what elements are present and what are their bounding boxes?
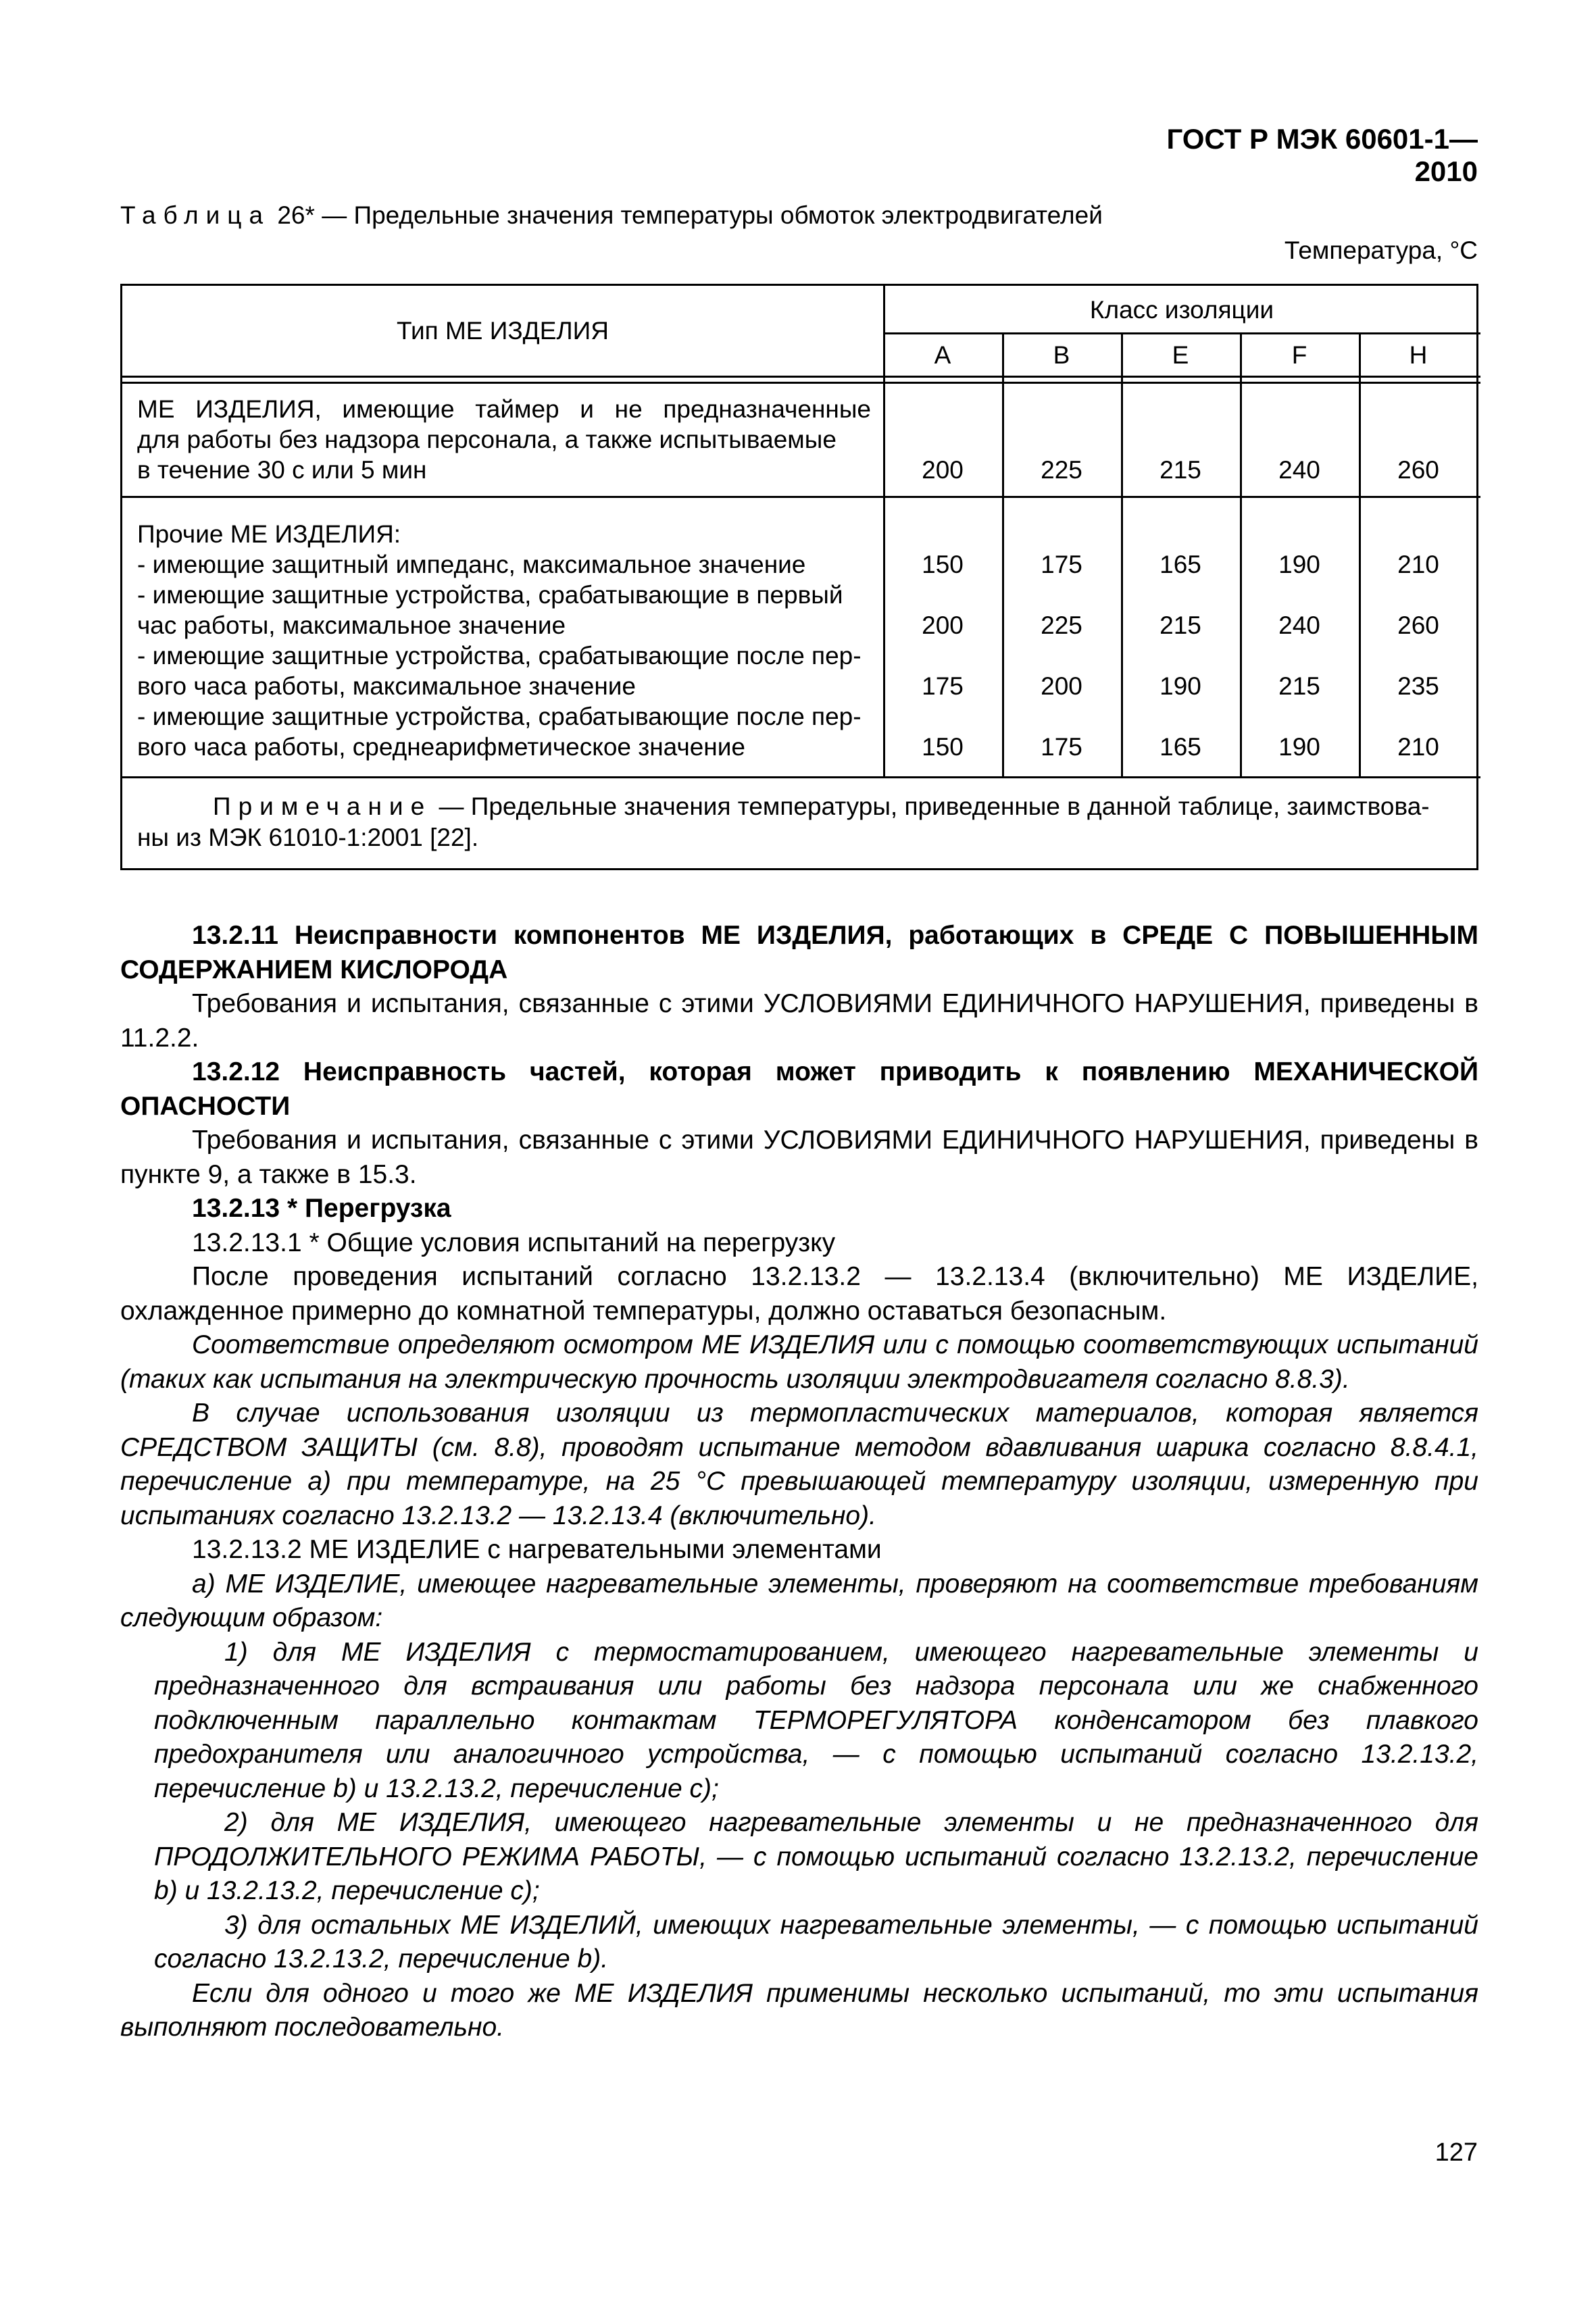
row2-line: - имеющие защитные устройства, срабатывающие после пер- xyxy=(137,703,862,730)
row1-line: в течение 30 с или 5 мин xyxy=(137,456,427,484)
row2-value: 165 xyxy=(1159,551,1201,578)
table-note xyxy=(137,791,1466,853)
limit-temperature-table xyxy=(120,284,1478,870)
body-text xyxy=(120,919,1478,2045)
row2-value: 200 xyxy=(1041,672,1082,700)
row2-line: - имеющие защитные устройства, срабатывающие после пер- xyxy=(137,642,862,670)
section-13-2-13-1-text: После проведения испытаний согласно 13.2.13.2 — 13.2.13.4 (включительно) МЕ ИЗДЕЛИЕ, охлажденное примерно до комнатной температуры, должно оставаться безопасным. xyxy=(120,1262,1478,1326)
row2-line: - имеющие защитный импеданс, максимальное значение xyxy=(137,551,806,578)
row2-value: 150 xyxy=(922,733,964,761)
class-a: A xyxy=(934,341,951,369)
table-note-text: — Предельные значения температуры, приведенные в данной таблице, заимствова- xyxy=(432,793,1430,820)
row2-value: 210 xyxy=(1397,551,1439,578)
row2-line: вого часа работы, максимальное значение xyxy=(137,672,637,700)
row2-value: 200 xyxy=(922,611,964,639)
row2-value: 175 xyxy=(1041,733,1082,761)
section-13-2-13-2-a2: 2) для МЕ ИЗДЕЛИЯ, имеющего нагревательные элементы и не предназначенного для ПРОДОЛЖИТЕЛЬНОГО РЕЖИМА РАБОТЫ, — с помощью испытаний согласно 13.2.13.2, перечисление b) и 13.2.13.2, перечисление с); xyxy=(154,1808,1478,1905)
section-13-2-13-2-title: 13.2.13.2 МЕ ИЗДЕЛИЕ с нагревательными элементами xyxy=(192,1535,882,1564)
row2-text xyxy=(137,519,871,762)
row1-value-f: 240 xyxy=(1278,456,1320,484)
row1-line: для работы без надзора персонала, а также испытываемые xyxy=(137,426,837,453)
row2-value: 175 xyxy=(1041,551,1082,578)
row2-value: 165 xyxy=(1159,733,1201,761)
row2-line: час работы, максимальное значение xyxy=(137,611,566,639)
section-13-2-12-text: Требования и испытания, связанные с этими УСЛОВИЯМИ ЕДИНИЧНОГО НАРУШЕНИЯ, приведены в пункте 9, а также в 15.3. xyxy=(120,1126,1478,1189)
table-caption-lead: Таблица xyxy=(120,201,271,229)
table-note-lead: Примечание xyxy=(213,793,432,820)
row2-value: 190 xyxy=(1278,733,1320,761)
row2-value: 175 xyxy=(922,672,964,700)
row2-value: 235 xyxy=(1397,672,1439,700)
section-13-2-13-1-compliance: Соответствие определяют осмотром МЕ ИЗДЕЛИЯ или с помощью соответствующих испытаний (таких как испытания на электрическую прочность изоляции электродвигателя согласно 8.8.3). xyxy=(120,1330,1478,1394)
section-13-2-11-text: Требования и испытания, связанные с этими УСЛОВИЯМИ ЕДИНИЧНОГО НАРУШЕНИЯ, приведены в 11.2.2. xyxy=(120,989,1478,1053)
standard-code: ГОСТ Р МЭК 60601-1—2010 xyxy=(1166,123,1478,187)
row1-value-a: 200 xyxy=(922,456,964,484)
class-b: B xyxy=(1053,341,1070,369)
row2-value: 260 xyxy=(1397,611,1439,639)
table-caption xyxy=(120,201,1103,230)
table-note-line1 xyxy=(137,791,1466,822)
section-13-2-13-2-sequence: Если для одного и того же МЕ ИЗДЕЛИЯ применимы несколько испытаний, то эти испытания выполняют последовательно. xyxy=(120,1978,1478,2042)
row2-value: 215 xyxy=(1278,672,1320,700)
row1-value-h: 260 xyxy=(1397,456,1439,484)
section-13-2-13-2-a1: 1) для МЕ ИЗДЕЛИЯ с термостатированием, имеющего нагревательные элементы и предназначенного для встраивания или работы без надзора персонала или же снабженного подключенным параллельно контактам ТЕРМОРЕГУЛЯТОРА конденсатором без плавкого предохранителя или аналогичного устройства, — с помощью испытаний согласно 13.2.13.2, перечисление b) и 13.2.13.2, перечисление с); xyxy=(154,1637,1478,1803)
row2-line: - имеющие защитные устройства, срабатывающие в первый xyxy=(137,581,843,609)
section-13-2-13-2-a3: 3) для остальных МЕ ИЗДЕЛИЙ, имеющих нагревательные элементы, — с помощью испытаний согласно 13.2.13.2, перечисление b). xyxy=(154,1910,1478,1973)
section-13-2-13-title: 13.2.13 * Перегрузка xyxy=(192,1194,451,1223)
table-units: Температура, °С xyxy=(1284,236,1478,264)
row2-value: 240 xyxy=(1278,611,1320,639)
header-type: Тип МЕ ИЗДЕЛИЯ xyxy=(396,317,609,345)
section-13-2-11-title: 13.2.11 Неисправности компонентов МЕ ИЗДЕЛИЯ, работающих в СРЕДЕ С ПОВЫШЕННЫМ СОДЕРЖАНИЕМ КИСЛОРОДА xyxy=(120,921,1478,984)
class-e: E xyxy=(1172,341,1189,369)
row2-line: вого часа работы, среднеарифметическое значение xyxy=(137,733,745,761)
class-h: H xyxy=(1409,341,1428,369)
table-caption-text: 26* — Предельные значения температуры обмоток электродвигателей xyxy=(277,201,1103,229)
row2-value: 225 xyxy=(1041,611,1082,639)
row1-line: МЕ ИЗДЕЛИЯ, имеющие таймер и не предназначенные xyxy=(137,395,871,423)
section-13-2-13-1-thermoplastic: В случае использования изоляции из термопластических материалов, которая является СРЕДСТВОМ ЗАЩИТЫ (см. 8.8), проводят испытание методом вдавливания шарика согласно 8.8.4.1, перечисление а) при температуре, на 25 °С превышающей температуру изоляции, измеренную при испытаниях согласно 13.2.13.2 — 13.2.13.4 (включительно). xyxy=(120,1399,1478,1530)
row1-text xyxy=(137,394,871,485)
table-note-line2: ны из МЭК 61010-1:2001 [22]. xyxy=(137,824,479,851)
header-insulation-class: Класс изоляции xyxy=(1089,296,1274,324)
row2-value: 210 xyxy=(1397,733,1439,761)
class-f: F xyxy=(1291,341,1307,369)
row2-line: Прочие МЕ ИЗДЕЛИЯ: xyxy=(137,520,401,548)
row1-value-b: 225 xyxy=(1041,456,1082,484)
row2-value: 190 xyxy=(1278,551,1320,578)
row2-value: 215 xyxy=(1159,611,1201,639)
row2-value: 150 xyxy=(922,551,964,578)
section-13-2-13-1-title: 13.2.13.1 * Общие условия испытаний на перегрузку xyxy=(192,1228,836,1257)
row1-value-e: 215 xyxy=(1159,456,1201,484)
section-13-2-13-2-a: а) МЕ ИЗДЕЛИЕ, имеющее нагревательные элементы, проверяют на соответствие требованиям следующим образом: xyxy=(120,1569,1478,1632)
page-number: 127 xyxy=(1435,2138,1478,2167)
section-13-2-12-title: 13.2.12 Неисправность частей, которая может приводить к появлению МЕХАНИЧЕСКОЙ ОПАСНОСТИ xyxy=(120,1057,1478,1121)
row2-value: 190 xyxy=(1159,672,1201,700)
